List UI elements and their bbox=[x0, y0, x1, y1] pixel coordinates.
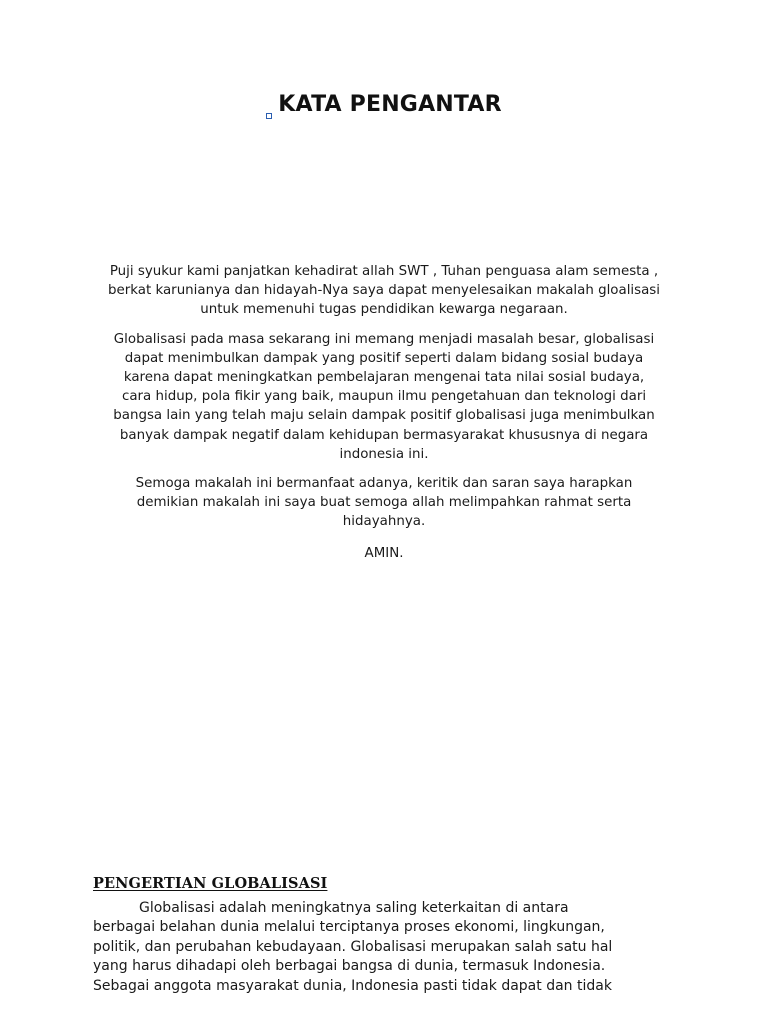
page-title: KATA PENGANTAR bbox=[278, 92, 502, 117]
text-line: demikian makalah ini saya buat semoga allah melimpahkan rahmat serta bbox=[136, 495, 632, 511]
section-heading: PENGERTIAN GLOBALISASI bbox=[93, 875, 328, 892]
text-line: Globalisasi adalah meningkatnya saling keterkaitan di antara bbox=[139, 900, 569, 916]
text-line: banyak dampak negatif dalam kehidupan bermasyarakat khususnya di negara bbox=[119, 427, 649, 443]
text-line: untuk memenuhi tugas pendidikan kewarga negaraan. bbox=[200, 302, 568, 318]
preface-closing: AMIN. bbox=[364, 545, 404, 561]
text-line: Globalisasi pada masa sekarang ini memang menjadi masalah besar, globalisasi bbox=[113, 331, 655, 347]
text-line: karena dapat meningkatkan pembelajaran mengenai tata nilai sosial budaya, bbox=[123, 370, 645, 386]
text-line: hidayahnya. bbox=[342, 514, 426, 530]
text-line: bangsa lain yang telah maju selain dampak positif globalisasi juga menimbulkan bbox=[113, 408, 655, 424]
text-line: indonesia ini. bbox=[339, 446, 429, 462]
preface-body bbox=[84, 262, 684, 573]
text-line: Puji syukur kami panjatkan kehadirat allah SWT , Tuhan penguasa alam semesta , bbox=[109, 264, 659, 279]
text-line: yang harus dihadapi oleh berbagai bangsa di dunia, termasuk Indonesia. bbox=[93, 958, 606, 975]
section-body bbox=[93, 899, 673, 996]
text-line: cara hidup, pola fikir yang baik, maupun ilmu pengetahuan dan teknologi dari bbox=[121, 389, 647, 405]
preface-paragraph-2 bbox=[84, 330, 684, 464]
preface-paragraph-3 bbox=[84, 474, 684, 532]
text-line: Semoga makalah ini bermanfaat adanya, keritik dan saran saya harapkan bbox=[135, 476, 633, 492]
text-line: Sebagai anggota masyarakat dunia, Indonesia pasti tidak dapat dan tidak bbox=[93, 977, 612, 994]
text-line: berbagai belahan dunia melalui terciptanya proses ekonomi, lingkungan, bbox=[93, 919, 605, 936]
text-line: berkat karunianya dan hidayah-Nya saya dapat menyelesaikan makalah gloalisasi bbox=[107, 283, 661, 299]
preface-paragraph-1 bbox=[84, 262, 684, 320]
anchor-icon bbox=[266, 113, 272, 119]
text-line: politik, dan perubahan kebudayaan. Globalisasi merupakan salah satu hal bbox=[93, 938, 613, 955]
title-block bbox=[0, 92, 768, 119]
text-line: dapat menimbulkan dampak yang positif seperti dalam bidang sosial budaya bbox=[124, 350, 644, 366]
